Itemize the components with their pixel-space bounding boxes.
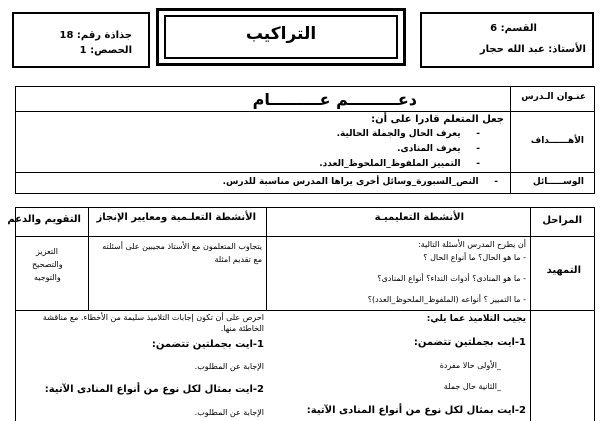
work-learning-line: الخاطئة منها. — [220, 324, 264, 333]
intro-teaching-line: أن يطرح المدرس الأسئلة التالية: — [418, 240, 526, 249]
work-learning-line: 1-ايت بجملتين تتضمن: — [151, 339, 264, 350]
work-learning-line: الإجابة عن المطلوب. — [194, 408, 264, 417]
intro-evaluation-line: والتصحيح — [32, 260, 63, 269]
page-title: التراكيب — [245, 24, 317, 44]
intro-teaching-line: - ما هو الحال؟ ما أنواع الحال ؟ — [423, 253, 526, 262]
table-col-line-3 — [88, 207, 89, 310]
work-teaching-line: _الثانية حال جملة — [443, 382, 501, 391]
lesson-row-line-2 — [15, 172, 595, 173]
intro-evaluation-line: والتوجيه — [34, 273, 61, 282]
lesson-title: دعـــــــــم عـــــــــام — [252, 90, 417, 109]
col-header-evaluation: التقويم والدعم — [7, 214, 81, 225]
work-learning-line: 2-ايت بمثال لكل نوع من أنواع المنادى الآتية: — [44, 384, 264, 395]
goals-label: الأهــــــداف — [530, 136, 584, 146]
table-col-line-1 — [530, 207, 531, 421]
work-teaching-line: 2-ايت بمثال لكل نوع من أنواع المنادى الآتية: — [306, 405, 526, 416]
work-learning-line: احرص على أن تكون إجابات التلاميذ سليمة من الأخطاء. مع مناقشة — [42, 313, 264, 322]
col-header-stages: المراحل — [542, 215, 582, 226]
intro-teaching-line: - ما التمييز ؟ أنواعه (الملفوظ_الملحوظ_العدد)؟ — [367, 295, 526, 304]
work-teaching-line: 1-ايت بجملتين تتضمن: — [413, 337, 526, 348]
table-row-line — [15, 310, 595, 311]
goal-item: - يعرف الحال والجملة الحالية. — [336, 129, 480, 139]
table-col-line-2 — [266, 207, 267, 310]
goal-item: - التمييز الملفوظ_الملحوظ_العدد. — [319, 159, 480, 169]
goal-item: - يعرف المنادى. — [397, 144, 480, 154]
intro-teaching-line: - ما هو المنادى؟ أدوات النداء؟ أنواع المنادى؟ — [377, 274, 526, 283]
lesson-info-divider — [510, 86, 511, 194]
work-teaching-line: يجيب التلاميذ عما يلي: — [426, 314, 526, 324]
intro-learning-text: يتجاوب المتعلمون مع الأستاذ مجيبين على أسئلته مع تقديم امثلة — [102, 242, 262, 264]
means-text: - النص_السبورة_وسائل أخرى يراها المدرس مناسبة للدرس. — [222, 177, 498, 187]
work-teaching-line: _الأولى حالا مفردة — [439, 361, 501, 370]
goals-intro: جعل المتعلم قادرا على أن: — [371, 114, 504, 125]
lesson-row-line-1 — [15, 111, 595, 112]
means-label: الوســـــائل — [532, 177, 584, 187]
card-number: جذاذة رقم: 18 — [59, 30, 132, 41]
col-header-learning: الأنشطة التعلـمية ومعايير الإنجاز — [96, 212, 256, 223]
col-header-teaching: الأنشطة التعليميـة — [374, 212, 464, 223]
stage-intro: التمهيد — [546, 265, 581, 276]
intro-evaluation-line: التعزيز — [36, 247, 58, 256]
table-header-line — [15, 236, 595, 237]
sessions-count: الحصص: 1 — [79, 45, 132, 56]
work-learning-line: الإجابة عن المطلوب. — [194, 362, 264, 371]
lesson-title-label: عنـوان الـدرس — [521, 92, 586, 102]
teacher-label: الأستاذ: عبد الله حجار — [479, 44, 586, 55]
header-teacher-box — [420, 12, 594, 68]
section-label: القسم: 6 — [490, 23, 537, 34]
